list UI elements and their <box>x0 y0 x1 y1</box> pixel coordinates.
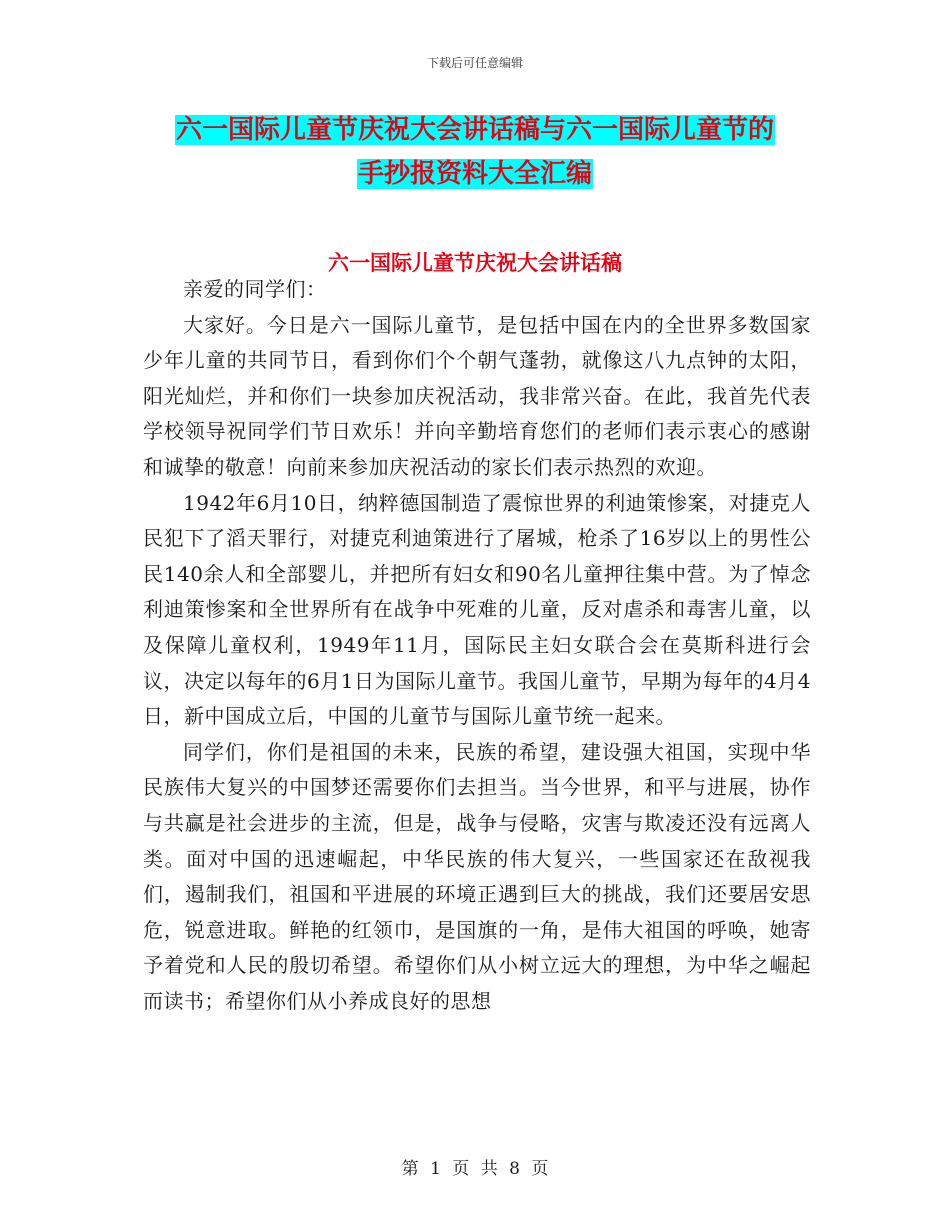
document-title-line-1 <box>0 112 950 148</box>
document-title-line-2 <box>0 156 950 192</box>
document-title-text-2: 手抄报资料大全汇编 <box>357 159 592 189</box>
page-footer: 第 1 页 共 8 页 <box>401 1159 549 1179</box>
salutation-paragraph: 亲爱的同学们： <box>183 277 327 301</box>
body-paragraph: 1942年6月10日，纳粹德国制造了震惊世界的利迪策惨案，对捷克人民犯下了滔天罪行，对捷克利迪策进行了屠城，枪杀了16岁以上的男性公民140余人和全部婴儿，并把所有妇女和90名儿童押往集中营。为了悼念利迪策惨案和全世界所有在战争中死难的儿童，反对虐杀和毒害儿童，以及保障儿童权利，1949年11月，国际民主妇女联合会在莫斯科进行会议，决定以每年的6月1日为国际儿童节。我国儿童节，早期为每年的4月4日，新中国成立后，中国的儿童节与国际儿童节统一起来。 <box>143 490 811 729</box>
header-note: 下载后可任意编辑 <box>426 56 523 70</box>
body-paragraph: 同学们，你们是祖国的未来，民族的希望，建设强大祖国，实现中华民族伟大复兴的中国梦还需要你们去担当。当今世界，和平与进展，协作与共赢是社会进步的主流，但是，战争与侵略，灾害与欺凌还没有远离人类。面对中国的迅速崛起，中华民族的伟大复兴，一些国家还在敌视我们，遏制我们，祖国和平进展的环境正遇到巨大的挑战，我们还要居安思危，锐意进取。鲜艳的红领巾，是国旗的一角，是伟大祖国的呼唤，她寄予着党和人民的殷切希望。希望你们从小树立远大的理想，为中华之崛起而读书；希望你们从小养成良好的思想 <box>143 739 811 1013</box>
speech-body <box>143 272 811 1019</box>
body-paragraph: 大家好。今日是六一国际儿童节，是包括中国在内的全世界多数国家少年儿童的共同节日，看到你们个个朝气蓬勃，就像这八九点钟的太阳，阳光灿烂，并和你们一块参加庆祝活动，我非常兴奋。在此，我首先代表学校领导祝同学们节日欢乐！并向辛勤培育您们的老师们表示衷心的感谢和诚挚的敬意！向前来参加庆祝活动的家长们表示热烈的欢迎。 <box>143 312 811 479</box>
document-title-text-1: 六一国际儿童节庆祝大会讲话稿与六一国际儿童节的 <box>175 115 774 145</box>
section-title: 六一国际儿童节庆祝大会讲话稿 <box>328 251 622 275</box>
